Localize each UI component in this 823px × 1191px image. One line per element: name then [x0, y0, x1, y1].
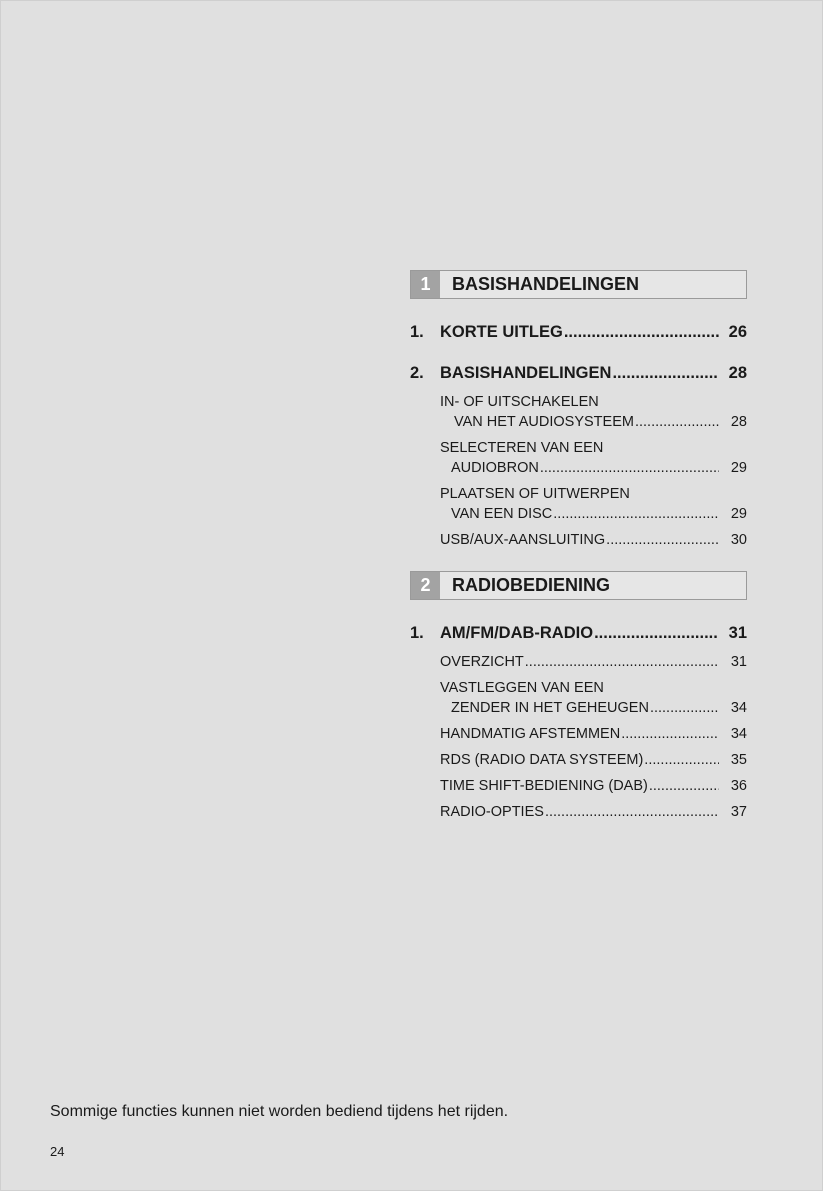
- entry-title: KORTE UITLEG: [440, 323, 563, 341]
- section-title: BASISHANDELINGEN: [452, 274, 640, 294]
- dot-leader: [635, 413, 719, 431]
- subentry-line1: HANDMATIG AFSTEMMEN: [440, 726, 621, 742]
- subentry-page: 29: [730, 460, 747, 476]
- subentry-line1: IN- OF UITSCHAKELEN: [440, 394, 599, 410]
- toc-subentry[interactable]: [440, 679, 747, 717]
- section-title: RADIOBEDIENING: [452, 575, 611, 595]
- subentry-line1: RADIO-OPTIES: [440, 804, 544, 820]
- toc-subentry[interactable]: [440, 653, 747, 671]
- section-number: 2: [411, 572, 440, 599]
- toc-subentry[interactable]: [440, 751, 747, 769]
- subentry-line1: PLAATSEN OF UITWERPEN: [440, 486, 630, 502]
- dot-leader: [612, 364, 719, 383]
- toc-entry[interactable]: [410, 624, 747, 644]
- subentry-page: 31: [730, 654, 747, 670]
- section-number: 1: [411, 271, 440, 298]
- table-of-contents: [410, 270, 747, 821]
- subentry-line1: SELECTEREN VAN EEN: [440, 440, 604, 456]
- toc-entry[interactable]: [410, 364, 747, 384]
- subentry-line1: RDS (RADIO DATA SYSTEEM): [440, 752, 644, 768]
- subentry-line2: VAN HET AUDIOSYSTEEM: [454, 414, 634, 430]
- dot-leader: [525, 653, 719, 671]
- toc-subentry[interactable]: [440, 531, 747, 549]
- toc-subentry[interactable]: [440, 393, 747, 431]
- subentry-line1: TIME SHIFT-BEDIENING (DAB): [440, 778, 648, 794]
- toc-subentry[interactable]: [440, 439, 747, 477]
- footer-note: Sommige functies kunnen niet worden bediend tijdens het rijden.: [50, 1103, 509, 1120]
- toc-subentry[interactable]: [440, 485, 747, 523]
- dot-leader: [540, 459, 719, 477]
- subentry-line1: USB/AUX-AANSLUITING: [440, 532, 606, 548]
- toc-subentry[interactable]: [440, 725, 747, 743]
- dot-leader: [545, 803, 719, 821]
- subentry-line2: AUDIOBRON: [451, 460, 539, 476]
- toc-subentry[interactable]: [440, 803, 747, 821]
- dot-leader: [606, 531, 719, 549]
- dot-leader: [553, 505, 719, 523]
- dot-leader: [621, 725, 719, 743]
- subentry-line1: OVERZICHT: [440, 654, 524, 670]
- dot-leader: [594, 624, 719, 643]
- dot-leader: [650, 699, 719, 717]
- subentry-page: 29: [730, 506, 747, 522]
- section-header-2: [410, 571, 747, 600]
- entry-number: 1.: [410, 624, 424, 642]
- subentry-line1: VASTLEGGEN VAN EEN: [440, 680, 604, 696]
- subentry-page: 37: [730, 804, 747, 820]
- dot-leader: [649, 777, 719, 795]
- dot-leader: [564, 323, 719, 342]
- entry-number: 1.: [410, 323, 424, 341]
- section-header-1: [410, 270, 747, 299]
- subentry-page: 28: [730, 414, 747, 430]
- entry-page: 28: [728, 364, 747, 382]
- subentry-page: 34: [730, 726, 747, 742]
- page-number: 24: [50, 1144, 65, 1159]
- subentry-line2: ZENDER IN HET GEHEUGEN: [451, 700, 649, 716]
- entry-title: AM/FM/DAB-RADIO: [440, 624, 594, 642]
- entry-page: 31: [728, 624, 747, 642]
- entry-title: BASISHANDELINGEN: [440, 364, 612, 382]
- toc-entry[interactable]: [410, 323, 747, 343]
- entry-page: 26: [728, 323, 747, 341]
- subentry-page: 34: [730, 700, 747, 716]
- subentry-page: 30: [730, 532, 747, 548]
- subentry-page: 36: [730, 778, 747, 794]
- toc-subentry[interactable]: [440, 777, 747, 795]
- entry-number: 2.: [410, 364, 424, 382]
- subentry-line2: VAN EEN DISC: [451, 506, 553, 522]
- dot-leader: [644, 751, 719, 769]
- subentry-page: 35: [730, 752, 747, 768]
